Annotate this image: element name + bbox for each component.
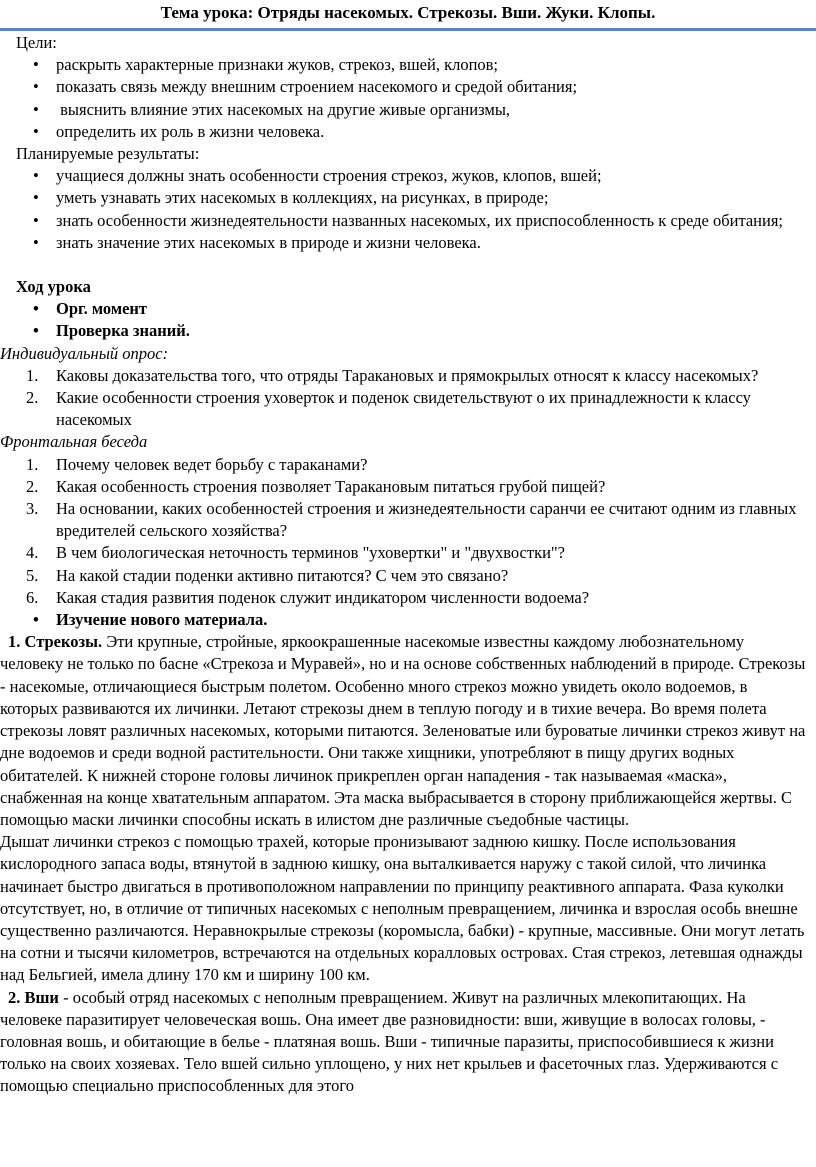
new-material-list (0, 609, 812, 631)
list-item: • учащиеся должны знать особенности строения стрекоз, жуков, клопов, вшей; (0, 165, 812, 187)
section-dragonflies-cont: Дышат личинки стрекоз с помощью трахей, которые пронизывают заднюю кишку. После использования кислородного запаса воды, втянутой в заднюю кишку, она выталкивается наружу с такой силой, что личинка начинает быстро двигаться в противоположном направлении по принципу реактивного аппарата. Фаза куколки отсутствует, но, в отличие от типичных насекомых с неполным превращением, личинка и взрослая особь внешне существенно различаются. Неравнокрылые стрекозы (коромысла, бабки) - крупные, массивные. Они могут летать на сотни и тысячи километров, встречаются на отдельных коралловых островах. Стая стрекоз, летевшая однажды над Бельгией, имела длину 170 км и ширину 100 км. (0, 832, 805, 985)
frontal-heading: Фронтальная беседа (0, 432, 148, 452)
bullet-dot-icon: • (33, 99, 39, 119)
document-body (0, 32, 812, 1098)
results-list (0, 165, 812, 254)
list-item: 5. На какой стадии поденки активно питаются? С чем это связано? (26, 565, 509, 585)
bullet-dot-icon: • (33, 55, 39, 75)
lesson-heading: Ход урока (16, 277, 91, 297)
list-item: 1. Каковы доказательства того, что отряды Таракановых и прямокрылых относят к классу насекомых? (26, 365, 759, 385)
list-item: • раскрыть характерные признаки жуков, стрекоз, вшей, клопов; (0, 54, 812, 76)
section-lice: 2. Вши - особый отряд насекомых с неполным превращением. Живут на различных млекопитающих. На человеке паразитирует человеческая вошь. Она имеет две разновидности: вши, живущие в волосах головы, - головная вошь, и обитающие в белье - платяная вошь. Вши - типичные паразиты, приспособившиеся к жизни только на своих хозяевах. Тело вшей сильно уплощено, у них нет крыльев и фасеточных глаз. Удерживаются с помощью специально приспособленных для этого (0, 987, 779, 1096)
bullet-dot-icon: • (33, 232, 39, 252)
list-item: • показать связь между внешним строением насекомого и средой обитания; (0, 76, 812, 98)
frontal-questions (0, 454, 812, 609)
list-item: • уметь узнавать этих насекомых в коллекциях, на рисунках, в природе; (0, 187, 812, 209)
list-item: • Проверка знаний. (0, 320, 812, 342)
list-item: 2. Какие особенности строения уховерток и поденок свидетельствуют о их принадлежности к классу насекомых (26, 388, 751, 430)
individual-questions (0, 365, 812, 432)
bullet-dot-icon: • (33, 121, 39, 141)
list-item: 4. В чем биологическая неточность терминов "уховертки" и "двухвостки"? (26, 543, 565, 563)
list-item: 6. Какая стадия развития поденок служит индикатором численности водоема? (26, 587, 590, 607)
section-dragonflies: 1. Стрекозы. Эти крупные, стройные, яркоокрашенные насекомые известны каждому любознательному человеку не только по басне «Стрекоза и Муравей», но и на основе собственных наблюдений в природе. Стрекозы - насекомые, отличающиеся быстрым полетом. Особенно много стрекоз можно увидеть около водоемов, в которых развиваются их личинки. Летают стрекозы днем в теплую погоду и в тихие вечера. Во время полета стрекозы ловят различных насекомых, которыми питаются. Зеленоватые или буроватые личинки стрекоз живут на дне водоемов и среди водной растительности. Они также хищники, употребляют в пищу других водных обитателей. К нижней стороне головы личинок прикреплен орган нападения - так называемая «маска», снабженная на конце хватательным аппаратом. Эта маска выбрасывается в сторону приближающейся жертвы. С помощью маски личинки способны искать в илистом дне различные съедобные частицы. (0, 632, 806, 829)
list-item: • определить их роль в жизни человека. (0, 121, 812, 143)
list-item: • выяснить влияние этих насекомых на другие живые организмы, (0, 99, 812, 121)
bullet-dot-icon: • (33, 610, 39, 630)
page-title: Тема урока: Отряды насекомых. Стрекозы. Вши. Жуки. Клопы. (160, 3, 656, 22)
section-lead: 2. Вши (8, 987, 59, 1007)
lesson-stages (0, 298, 812, 342)
bullet-dot-icon: • (33, 166, 39, 186)
bullet-dot-icon: • (33, 77, 39, 97)
list-item: • знать значение этих насекомых в природе и жизни человека. (0, 232, 812, 254)
bullet-dot-icon: • (33, 321, 39, 341)
list-item: • Изучение нового материала. (0, 609, 812, 631)
goals-list (0, 54, 812, 143)
goals-heading: Цели: (16, 33, 57, 52)
list-item: • знать особенности жизнедеятельности названных насекомых, их приспособленность к среде обитания; (0, 210, 812, 232)
section-lead: 1. Стрекозы. (8, 632, 103, 652)
spacer (0, 254, 812, 276)
bullet-dot-icon: • (33, 299, 39, 319)
bullet-dot-icon: • (33, 210, 39, 230)
individual-heading: Индивидуальный опрос: (0, 343, 169, 363)
title-underline (0, 28, 816, 31)
list-item: • Орг. момент (0, 298, 812, 320)
bullet-dot-icon: • (33, 188, 39, 208)
list-item: 1. Почему человек ведет борьбу с тараканами? (26, 454, 368, 474)
list-item: 2. Какая особенность строения позволяет Таракановым питаться грубой пищей? (26, 476, 606, 496)
list-item: 3. На основании, каких особенностей строения и жизнедеятельности саранчи ее считают одним из главных вредителей сельского хозяйства? (26, 499, 797, 541)
results-heading: Планируемые результаты: (16, 144, 200, 164)
